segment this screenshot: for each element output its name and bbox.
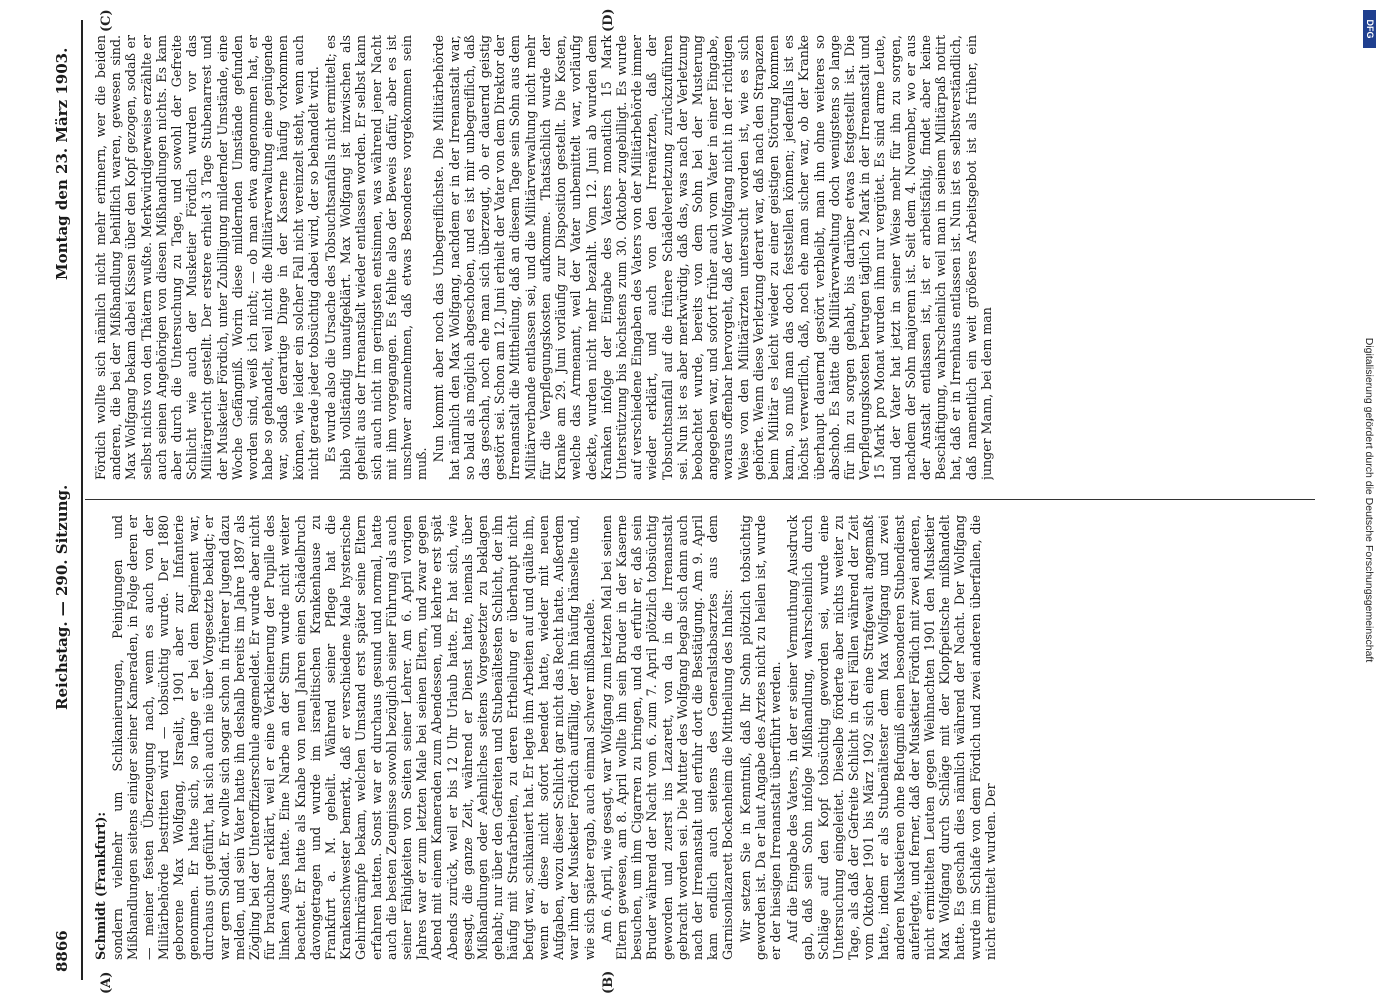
right-text-column (93, 35, 1313, 480)
digitization-credit (1358, 0, 1380, 1000)
speaker-name: Schmidt (Frankfurt): (93, 811, 108, 960)
header-rule (81, 20, 83, 980)
left-text-column (93, 515, 1313, 960)
paragraph: Nun kommt aber noch das Unbegreiflichste. Die Militärbehörde hat nämlich den Max Wolfgang, nachdem er in der Irrenanstalt war, so bald als möglich abgeschoben, und es ist mir unbegreiflich, daß das geschah, noch ehe man sich überzeugt, ob er dauernd geistig gestört sei. Schon am 12. Juni erhielt der Vater von dem Direktor der Irrenanstalt die Mittheilung, daß an diesem Tage sein Sohn aus dem Militärverbande entlassen sei, und die Militärverwaltung nicht mehr für die Verpflegungskosten aufkomme. Thatsächlich wurde der Kranke am 29. Juni vorläufig zur Disposition gestellt. Die Kosten, welche das Armenamt, weil der Vater unbemittelt war, vorläufig deckte, wurden nicht mehr bezahlt. Vom 12. Juni ab wurden dem Kranken infolge der Eingabe des Vaters monatlich 15 Mark Unterstützung bis höchstens zum 30. Oktober zugebilligt. Es wurde auf verschiedene Eingaben des Vaters von der Militärbehörde immer wieder erklärt, und auch von den Irrenärzten, daß der Tobsuchtsanfall auf die frühere Schädelverletzung zurückzuführen sei. Nun ist es aber merkwürdig, daß das, was nach der Verletzung beobachtet wurde, bereits von dem Sohn bei der Musterung angegeben war, und sofort früher auch vom Vater in einer Eingabe, woraus offenbar hervorgeht, daß der Wolfgang nicht in der richtigen Weise von den Militärärzten untersucht worden ist, wie es sich gehörte. Wenn diese Verletzung derart war, daß nach den Strapazen beim Militär es leicht wieder zu einer geistigen Störung kommen kann, so muß man das doch feststellen können; jedenfalls ist es höchst verwerflich, daß, noch ehe man sicher war, ob der Kranke überhaupt dauernd gestört verbleibt, man ihn ohne weiteres so abschob. Es hätte die Militärverwaltung doch wenigstens so lange für ihn zu sorgen gehabt, bis darüber etwas festgestellt ist. Die Verpflegungskosten betrugen täglich 2 Mark in der Irrenanstalt und 15 Mark pro Monat wurden ihm nur vergütet. Es sind arme Leute, und der Vater hat jetzt in seiner Weise mehr für ihn zu sorgen, nachdem der Sohn majorenn ist. Seit dem 4. November, wo er aus der Anstalt entlassen ist, ist er arbeitsfähig, findet aber keine Beschäftigung, wahrscheinlich weil man in seinem Militärpaß notirt hat, daß er in Irrenhaus entlassen ist. Nun ist es selbstverständlich, daß namentlich ein weit größeres Arbeitsgebot ist als früher, ein junger Mann, bei dem man (431, 35, 994, 480)
logo-text: DFG (1364, 19, 1375, 39)
session-title: Reichstag. — 290. Sitzung. (53, 484, 71, 710)
paragraph: sondern vielmehr um Schikanierungen, Peinigungen und Mißhandlungen seitens einiger seiner Kameraden, in Folge deren er — meiner festen Überzeugung nach, wenn es auch von der Militärbehörde bestritten wird — tobsüchtig wurde. Der 1880 geborene Max Wolfgang, Israelit, 1901 aber zur Infanterie genommen. Er hatte sich, so lange er bei dem Regiment war, durchaus gut geführt, hat sich auch nie über Vorgesetzte beklagt; er war gern Soldat. Er wollte sich sogar schon in früherer Jugend dazu melden, und sein Vater hatte ihn deshalb bereits im Jahre 1897 als Zögling bei der Unteroffizierschule angemeldet. Er wurde aber nicht für brauchbar erklärt, weil er eine Verkleinerung der Pupille des linken Auges hatte. Eine Narbe an der Stirn wurde nicht weiter beachtet. Er hatte als Knabe von neun Jahren einen Schädelbruch davongetragen und wurde im israelitischen Krankenhause zu Frankfurt a. M. geheilt. Während seiner Pflege hat die Krankenschwester bemerkt, daß er verschiedene Male hysterische Gehirnkrämpfe bekam, welchen Umstand erst später seine Eltern erfahren hatten. Sonst war er durchaus gesund und normal, hatte auch die besten Zeugnisse sowohl bezüglich seiner Führung als auch seiner Fähigkeiten von Seiten seiner Lehrer. Am 6. April vorigen Jahres war er zum letzten Male bei seinen Eltern, und zwar gegen Abend mit einem Kameraden zum Abendessen, und kehrte erst spät Abends zurück, weil er bis 12 Uhr Urlaub hatte. Er hat sich, wie gesagt, die ganze Zeit, während er Dienst hatte, niemals über Mißhandlungen oder Aehnliches seitens Vorgesetzter zu beklagen gehabt; nur über den Gefreiten und Stubenältesten Schlicht, der ihn häufig mit Strafarbeiten, zu deren Ertheilung er überhaupt nicht befugt war, schikaniert hat. Er legte ihm Arbeiten auf und quälte ihn, wenn er diese nicht sofort beendet hatte, wieder mit neuen Aufgaben, wozu dieser Schlicht gar nicht das Recht hatte. Außerdem war ihm der Musketier Fördich auffällig, der ihn häufig hänselte und, wie sich später ergab, auch einmal schwer mißhandelte. (110, 515, 597, 960)
paragraph: Auf die Eingabe des Vaters, in der er seiner Vermuthung Ausdruck gab, daß sein Sohn infolge Mißhandlung, wahrscheinlich durch Schläge auf den Kopf tobsüchtig geworden sei, wurde eine Untersuchung eingeleitet. Dieselbe förderte aber nichts weiter zu Tage, als daß der Gefreite Schlicht in drei Fällen während der Zeit vom Oktober 1901 bis März 1902 sich eine Strafgewalt angemaßt hatte, indem er als Stubenältester dem Max Wolfgang und zwei anderen Musketieren ohne Befugniß einen besonderen Stubendienst auferlegte, und ferner, daß der Musketier Fördich mit zwei anderen, nicht ermittelten Leuten gegen Weihnachten 1901 den Musketier Max Wolfgang durch Schläge mit der Klopfpeitsche mißhandelt hatte. Es geschah dies nämlich während der Nacht. Der Wolfgang wurde im Schlafe von dem Fördich und zwei anderen überfallen, die nicht ermittelt wurden. Der (785, 515, 998, 960)
scanned-page (41, 8, 1341, 994)
page-number: 8866 (53, 930, 71, 972)
margin-marker-a: (A) (99, 971, 114, 994)
margin-marker-b: (B) (601, 970, 616, 994)
margin-marker-d: (D) (601, 8, 616, 32)
paragraph: Fördich wollte sich nämlich nicht mehr erinnern, wer die beiden anderen, die bei der Mißhandlung behilflich waren, gewesen sind. Max Wolfgang bekam dabei Kissen über den Kopf gezogen, sodaß er selbst nichts von den Thätern wußte. Merkwürdigerweise erzählte er auch seinen Angehörigen von diesen Mißhandlungen nichts. Es kam aber durch die Untersuchung zu Tage, und sowohl der Gefreite Schlicht wie auch der Musketier Fördich wurden vor das Militärgericht gestellt. Der erstere erhielt 3 Tage Stubenarrest und der Musketier Fördich, unter Zubilligung mildernder Umstände, eine Woche Gefängniß. Worin diese mildernden Umstände gefunden worden sind, weiß ich nicht; — ob man etwa angenommen hat, er habe so gehandelt, weil nicht die Militärverwaltung eine genügende war, sodaß derartige Dinge in der Kaserne häufig vorkommen können, wie leider ein solcher Fall nicht vereinzelt steht, wenn auch nicht gerade jeder tobsüchtig dabei wird, der so behandelt wird. (93, 35, 321, 480)
paragraph: Wir setzen Sie in Kenntniß, daß Ihr Sohn plötzlich tobsüchtig geworden ist. Da er laut Angabe des Arztes nicht zu heilen ist, wurde er der hiesigen Irrenanstalt überführt werden. (737, 515, 783, 960)
margin-marker-c: (C) (99, 9, 114, 32)
paragraph: Es wurde also die Ursache des Tobsuchtsanfalls nicht ermittelt; es blieb vollständig unaufgeklärt. Max Wolfgang ist inzwischen als geheilt aus der Irrenanstalt wieder entlassen worden. Er selbst kann sich auch nicht im geringsten entsinnen, was während jener Nacht mit ihm vorgegangen. Es fehlte also der Beweis dafür, aber es ist unschwer anzunehmen, daß etwas Besonderes vorgekommen sein muß. (323, 35, 430, 480)
dfg-logo-icon (1363, 10, 1376, 48)
credit-text: Digitalisierung gefördert durch die Deutsche Forschungsgemeinschaft (1363, 337, 1375, 663)
page-header (53, 20, 83, 980)
column-divider (85, 499, 1315, 500)
session-date: Montag den 23. März 1903. (53, 47, 71, 280)
paragraph: Am 6. April, wie gesagt, war Wolfgang zum letzten Mal bei seinen Eltern gewesen, am 8. April wollte ihn sein Bruder in der Kaserne besuchen, um ihm Cigarren zu bringen, und da erfuhr er, daß sein Bruder während der Nacht vom 6. zum 7. April plötzlich tobsüchtig geworden und zuerst ins Lazarett, von da in die Irrenanstalt gebracht worden sei. Die Mutter des Wolfgang begab sich dann auch nach der Irrenanstalt und erfuhr dort die Bestätigung. Am 9. April kam endlich auch seitens des Generalstabsarztes aus dem Garnisonlazarett Bockenheim die Mittheilung des Inhalts: (598, 515, 736, 960)
